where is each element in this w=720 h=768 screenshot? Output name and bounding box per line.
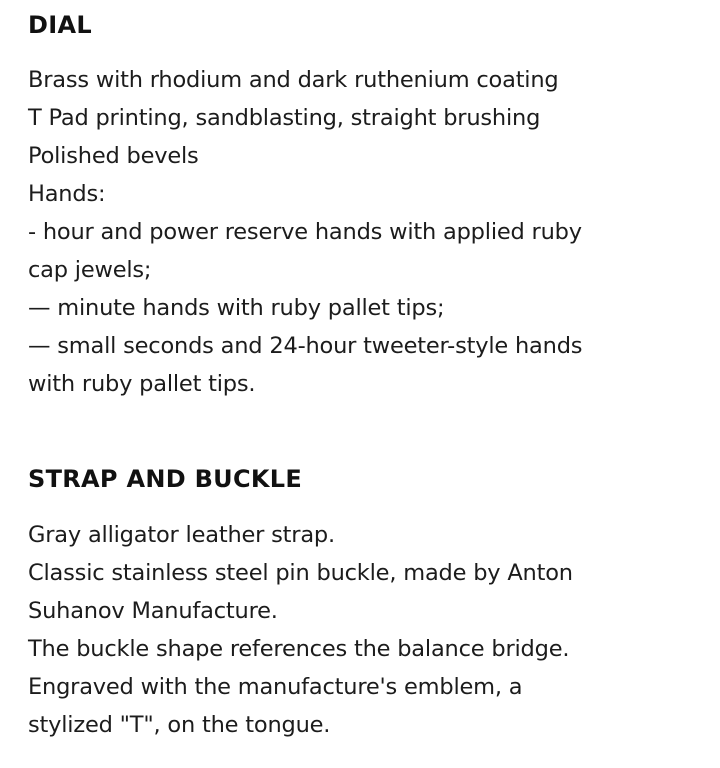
dial-line: cap jewels; [28,257,152,283]
strap-line: Classic stainless steel pin buckle, made by Anton [28,560,573,586]
dial-line: Hands: [28,181,106,207]
dial-line: Polished bevels [28,143,199,169]
dial-line: — minute hands with ruby pallet tips; [28,295,445,321]
dial-description [28,61,582,403]
strap-description [28,516,573,744]
dial-line: with ruby pallet tips. [28,371,256,397]
dial-heading: DIAL [28,11,92,39]
strap-line: Gray alligator leather strap. [28,522,335,548]
dial-line: Brass with rhodium and dark ruthenium coating [28,67,559,93]
strap-line: Engraved with the manufacture's emblem, a [28,674,523,700]
strap-line: The buckle shape references the balance bridge. [28,636,570,662]
strap-heading: STRAP AND BUCKLE [28,465,303,493]
strap-line: Suhanov Manufacture. [28,598,278,624]
dial-line: T Pad printing, sandblasting, straight brushing [28,105,541,131]
dial-line: — small seconds and 24-hour tweeter-style hands [28,333,583,359]
strap-line: stylized "T", on the tongue. [28,712,331,738]
dial-line: - hour and power reserve hands with applied ruby [28,219,582,245]
